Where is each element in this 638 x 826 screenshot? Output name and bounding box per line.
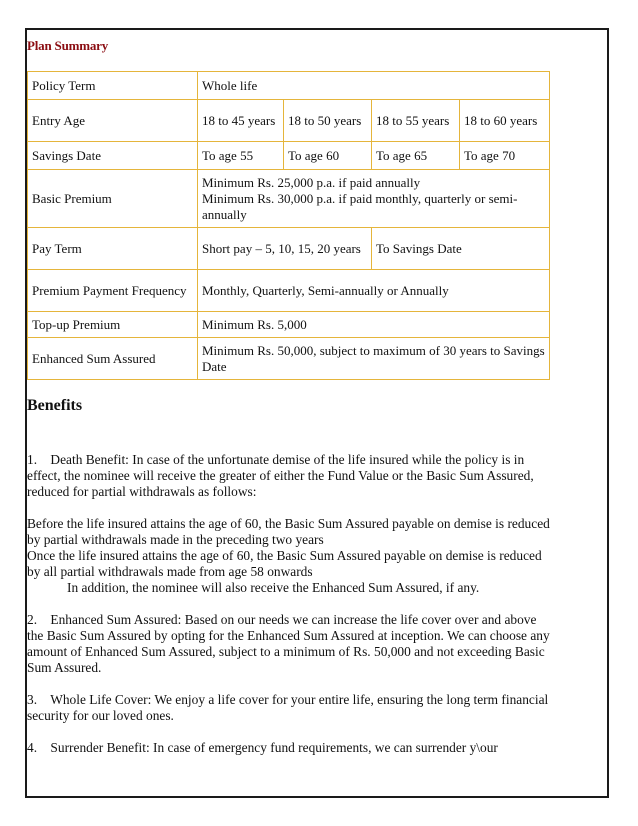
table-row-enhanced (28, 338, 550, 380)
plan-summary-table (27, 71, 550, 380)
savings-date-value: To age 55 (198, 142, 284, 170)
benefits-heading: Benefits (27, 397, 83, 414)
entry-age-value: 18 to 45 years (198, 100, 284, 142)
savings-date-value: To age 70 (460, 142, 550, 170)
savings-date-label: Savings Date (28, 142, 198, 170)
table-row-entry-age (28, 100, 550, 142)
savings-date-value: To age 60 (284, 142, 372, 170)
basic-premium-label: Basic Premium (28, 170, 198, 228)
benefit-whole-life: 3. Whole Life Cover: We enjoy a life cover for your entire life, ensuring the long term financial security for our loved ones. (27, 692, 552, 723)
table-row-basic-premium (28, 170, 550, 228)
policy-term-label: Policy Term (28, 72, 198, 100)
frequency-label: Premium Payment Frequency (28, 270, 198, 312)
table-row-frequency (28, 270, 550, 312)
pay-term-to-savings: To Savings Date (372, 228, 550, 270)
benefit-enhanced-sum: 2. Enhanced Sum Assured: Based on our needs we can increase the life cover over and above the Basic Sum Assured by opting for the Enhanced Sum Assured at inception. We can choose any amount of Enhanced Sum Assured, subject to a minimum of Rs. 50,000 and not exceeding Basic Sum Assured. (27, 612, 554, 675)
basic-premium-line-2: Minimum Rs. 30,000 p.a. if paid monthly, quarterly or semi-annually (202, 190, 518, 222)
plan-summary-title: Plan Summary (27, 38, 109, 53)
policy-term-value: Whole life (198, 72, 550, 100)
topup-label: Top-up Premium (28, 312, 198, 338)
enhanced-label: Enhanced Sum Assured (28, 338, 198, 380)
benefit-death-after-60: Once the life insured attains the age of 60, the Basic Sum Assured payable on demise is reduced by all partial withdrawals made from age 58 onwards (27, 548, 542, 579)
frequency-value: Monthly, Quarterly, Semi-annually or Annually (198, 270, 550, 312)
savings-date-value: To age 65 (372, 142, 460, 170)
benefit-surrender: 4. Surrender Benefit: In case of emergency fund requirements, we can surrender y\our (27, 740, 498, 755)
entry-age-value: 18 to 60 years (460, 100, 550, 142)
table-row-pay-term (28, 228, 550, 270)
benefit-death-before-60: Before the life insured attains the age of 60, the Basic Sum Assured payable on demise is reduced by partial withdrawals made in the preceding two years (27, 516, 550, 547)
pay-term-label: Pay Term (28, 228, 198, 270)
entry-age-value: 18 to 55 years (372, 100, 460, 142)
topup-value: Minimum Rs. 5,000 (198, 312, 550, 338)
entry-age-label: Entry Age (28, 100, 198, 142)
benefit-death-enhanced: In addition, the nominee will also receive the Enhanced Sum Assured, if any. (67, 580, 480, 595)
pay-term-short-pay: Short pay – 5, 10, 15, 20 years (198, 228, 372, 270)
entry-age-value: 18 to 50 years (284, 100, 372, 142)
basic-premium-line-1: Minimum Rs. 25,000 p.a. if paid annually (202, 174, 421, 190)
table-row-savings-date (28, 142, 550, 170)
table-row-policy-term (28, 72, 550, 100)
basic-premium-value (198, 170, 550, 228)
benefit-death: 1. Death Benefit: In case of the unfortunate demise of the life insured while the policy is in effect, the nominee will receive the greater of either the Fund Value or the Basic Sum Assured, reduced for partial withdrawals as follows: (27, 452, 538, 499)
benefits-body (27, 452, 552, 756)
enhanced-value: Minimum Rs. 50,000, subject to maximum of 30 years to Savings Date (198, 338, 550, 380)
table-row-topup (28, 312, 550, 338)
